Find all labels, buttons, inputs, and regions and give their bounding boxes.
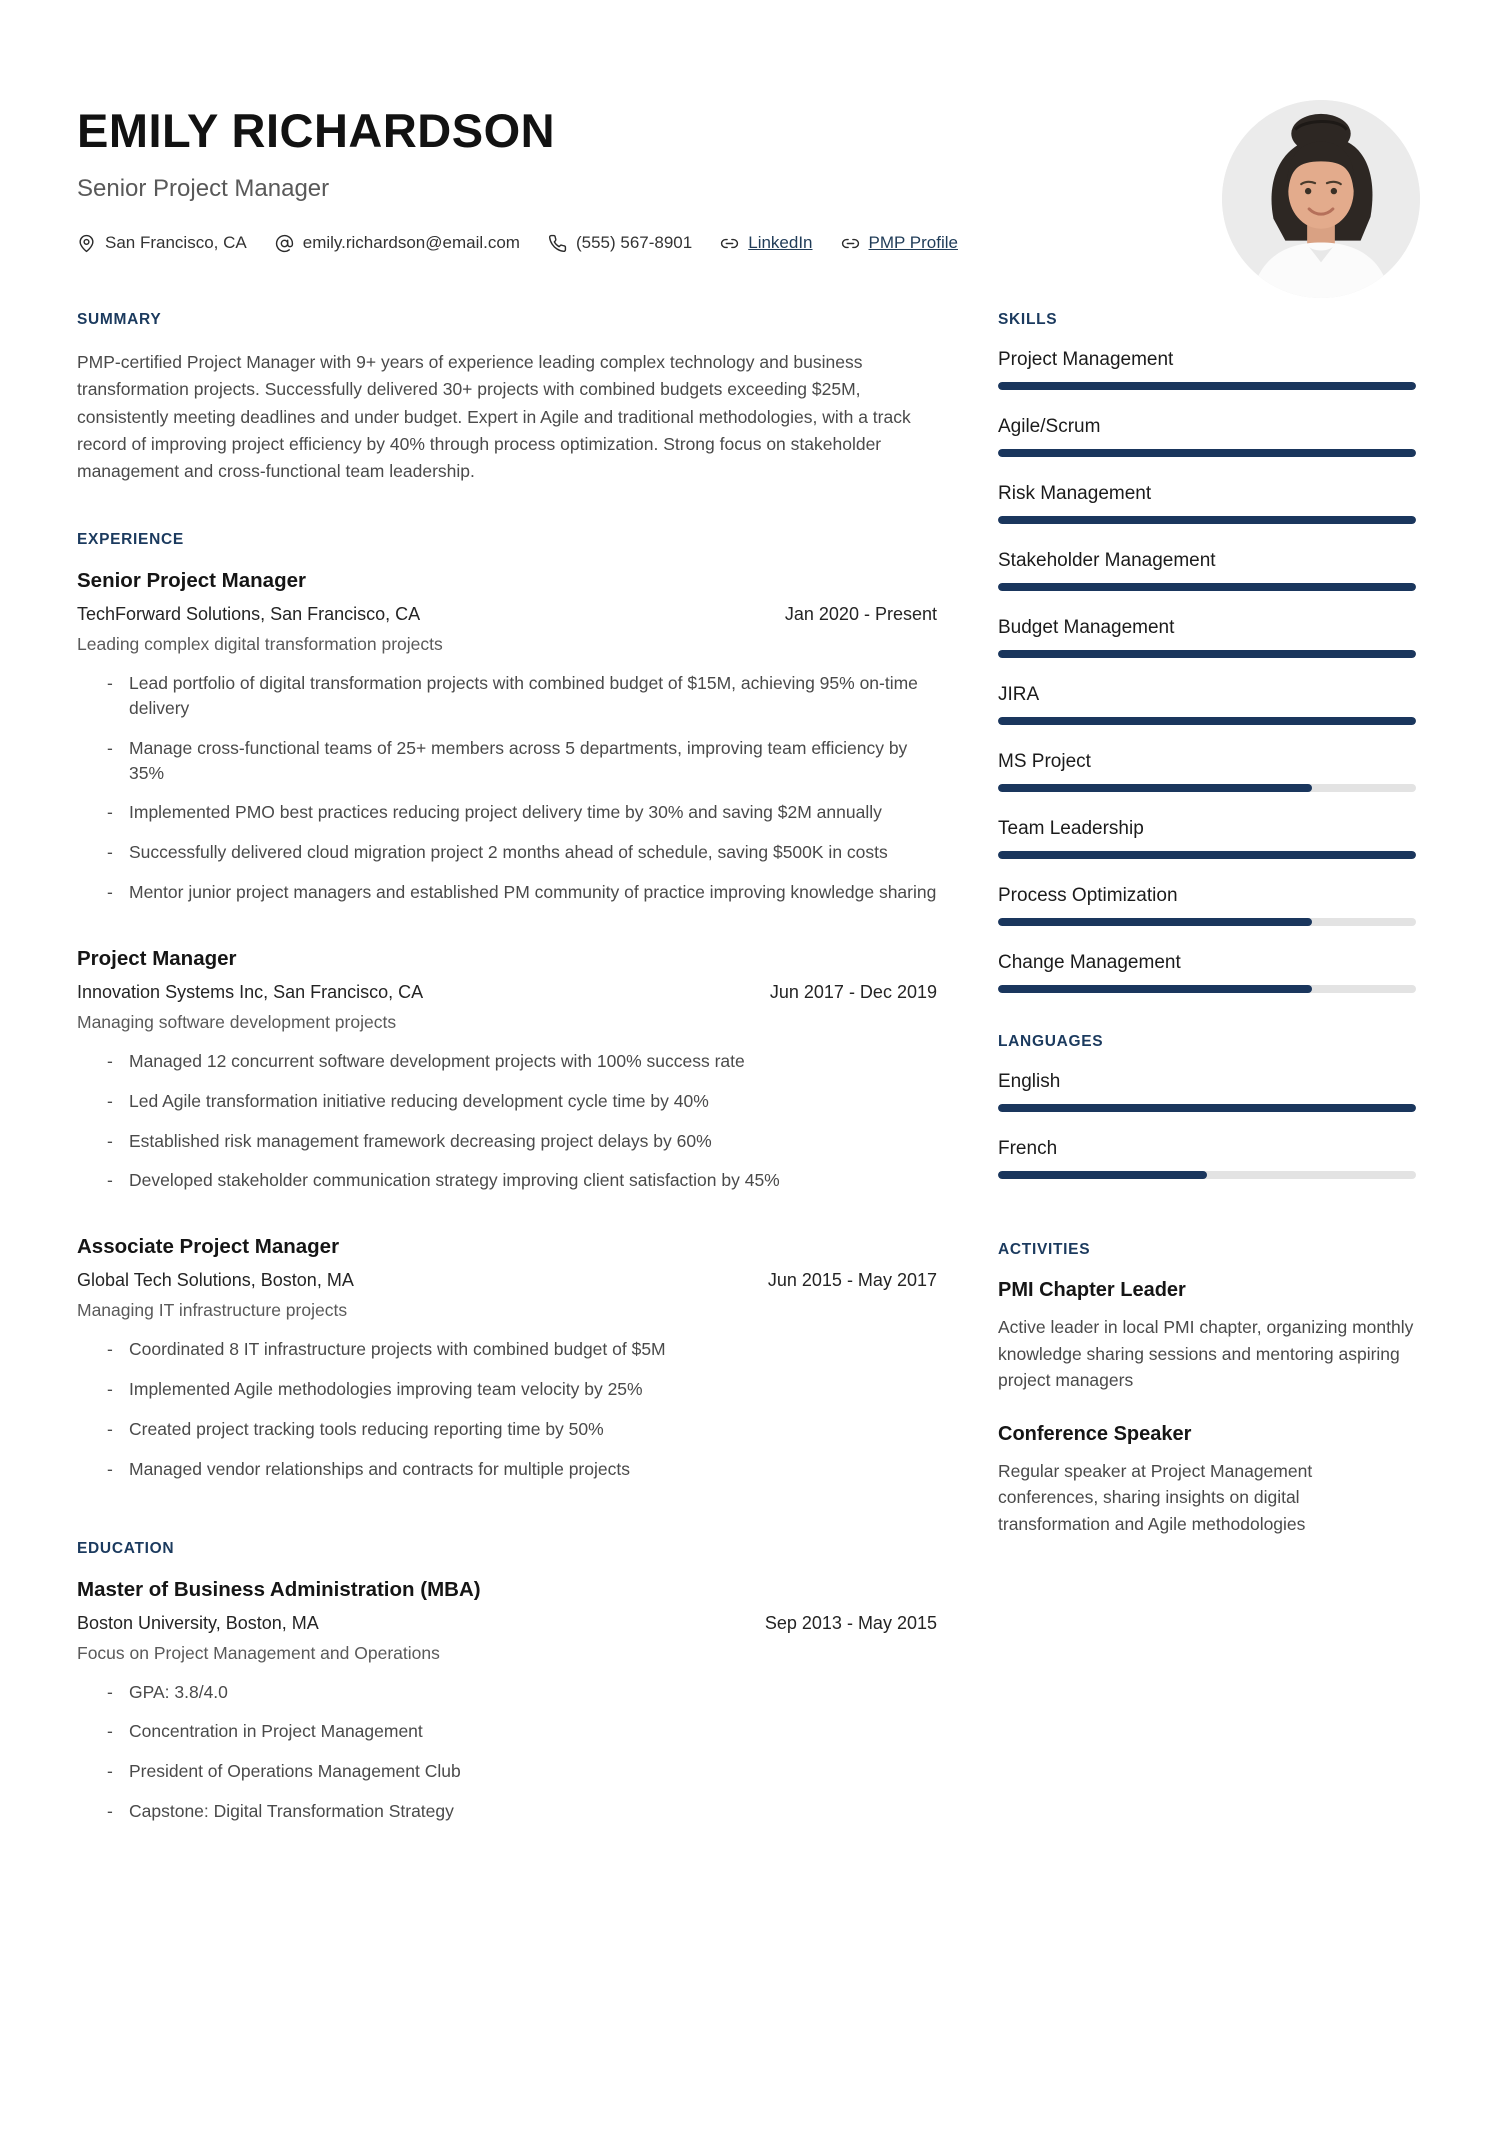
job-bullet: - Manage cross-functional teams of 25+ members across 5 departments, improving team efficiency by 35% xyxy=(107,736,937,786)
skill-item xyxy=(998,550,1416,591)
skill-bar-fill xyxy=(998,985,1312,993)
contact-linkedin xyxy=(720,233,812,253)
person-name: EMILY RICHARDSON xyxy=(77,104,556,157)
contact-phone-text: (555) 567-8901 xyxy=(575,233,693,253)
job-dates: Jun 2015 - May 2017 xyxy=(767,1270,937,1291)
skill-bar-track xyxy=(998,449,1416,457)
phone-icon xyxy=(548,234,567,253)
job-description: Managing software development projects xyxy=(77,1011,397,1032)
education-bullet: - GPA: 3.8/4.0 xyxy=(107,1680,937,1705)
skill-name: Risk Management xyxy=(998,483,1152,505)
language-bar-fill xyxy=(998,1171,1207,1179)
section-skills xyxy=(998,311,1416,993)
skill-bar-fill xyxy=(998,583,1416,591)
job-company: Global Tech Solutions, Boston, MA xyxy=(77,1270,354,1291)
skill-bar-fill xyxy=(998,449,1416,457)
skills-list xyxy=(998,349,1416,993)
job-bullet: - Successfully delivered cloud migration project 2 months ahead of schedule, saving $500K in costs xyxy=(107,840,937,865)
location-pin-icon xyxy=(77,234,96,253)
skill-bar-track xyxy=(998,516,1416,524)
skill-item xyxy=(998,617,1416,658)
education-meta-row xyxy=(77,1613,937,1634)
languages-list xyxy=(998,1071,1416,1179)
language-bar-track xyxy=(998,1104,1416,1112)
contact-pmp xyxy=(841,233,958,253)
skill-item xyxy=(998,952,1416,993)
skill-bar-fill xyxy=(998,784,1312,792)
job-bullet: - Mentor junior project managers and established PM community of practice improving knowledge sharing xyxy=(107,880,937,905)
job-bullet: - Coordinated 8 IT infrastructure projects with combined budget of $5M xyxy=(107,1337,937,1362)
language-item xyxy=(998,1071,1416,1112)
summary-text: PMP-certified Project Manager with 9+ years of experience leading complex technology and business transformation projects. Successfully delivered 30+ projects with combined budgets exceeding $25M, consistently meeting deadlines and under budget. Expert in Agile and traditional methodologies, with a track record of improving project efficiency by 40% through process optimization. Strong focus on stakeholder management and cross-functional team leadership. xyxy=(77,352,911,481)
skill-bar-track xyxy=(998,717,1416,725)
skill-item xyxy=(998,349,1416,390)
activity-name: Conference Speaker xyxy=(998,1423,1192,1446)
skill-name: Team Leadership xyxy=(998,818,1144,840)
job-bullet: - Lead portfolio of digital transformation projects with combined budget of $15M, achieving 95% on-time delivery xyxy=(107,671,937,721)
contact-phone xyxy=(548,233,692,253)
language-item xyxy=(998,1138,1416,1179)
summary-heading: SUMMARY xyxy=(77,311,162,329)
skill-item xyxy=(998,416,1416,457)
contact-location xyxy=(77,233,247,253)
skill-bar-fill xyxy=(998,717,1416,725)
job-bullet-list xyxy=(77,1049,937,1193)
skill-bar-track xyxy=(998,784,1416,792)
skills-heading: SKILLS xyxy=(998,311,1058,329)
job-bullet-list xyxy=(77,1337,937,1481)
job-title: Project Manager xyxy=(77,946,237,970)
skill-item xyxy=(998,885,1416,926)
pmp-profile-link[interactable]: PMP Profile xyxy=(868,233,958,253)
skill-item xyxy=(998,684,1416,725)
contact-email xyxy=(275,233,520,253)
at-sign-icon xyxy=(275,234,294,253)
job-bullet: - Implemented Agile methodologies improving team velocity by 25% xyxy=(107,1377,937,1402)
education-entry xyxy=(77,1578,937,1824)
job-meta-row xyxy=(77,982,937,1003)
degree-title: Master of Business Administration (MBA) xyxy=(77,1577,481,1601)
activity-text: Regular speaker at Project Management conferences, sharing insights on digital transformation and Agile methodologies xyxy=(998,1461,1313,1534)
skill-bar-fill xyxy=(998,382,1416,390)
skill-bar-track xyxy=(998,985,1416,993)
language-bar-track xyxy=(998,1171,1416,1179)
activity-name: PMI Chapter Leader xyxy=(998,1279,1186,1302)
skill-bar-fill xyxy=(998,918,1312,926)
profile-photo-illustration xyxy=(1222,100,1420,298)
person-job-title: Senior Project Manager xyxy=(77,175,330,203)
link-icon xyxy=(720,234,739,253)
experience-entry xyxy=(77,1235,937,1481)
job-bullet: - Implemented PMO best practices reducing project delivery time by 30% and saving $2M annually xyxy=(107,800,937,825)
skill-item xyxy=(998,818,1416,859)
education-list xyxy=(77,1578,937,1824)
education-bullet: - President of Operations Management Club xyxy=(107,1759,937,1784)
resume-body xyxy=(0,311,1510,1824)
section-activities xyxy=(998,1241,1416,1537)
job-dates: Jan 2020 - Present xyxy=(784,603,937,624)
skill-name: Project Management xyxy=(998,349,1174,371)
experience-list xyxy=(77,569,937,1482)
right-column xyxy=(998,311,1416,1824)
job-meta-row xyxy=(77,604,937,625)
skill-bar-track xyxy=(998,382,1416,390)
experience-heading: EXPERIENCE xyxy=(77,530,184,548)
skill-name: Budget Management xyxy=(998,617,1175,639)
activities-list xyxy=(998,1279,1416,1537)
linkedin-link[interactable]: LinkedIn xyxy=(748,233,813,253)
section-education xyxy=(77,1540,937,1824)
language-bar-fill xyxy=(998,1104,1416,1112)
job-title: Associate Project Manager xyxy=(77,1235,340,1259)
activity-item xyxy=(998,1423,1416,1537)
skill-bar-fill xyxy=(998,516,1416,524)
job-dates: Jun 2017 - Dec 2019 xyxy=(769,981,937,1002)
education-description: Focus on Project Management and Operations xyxy=(77,1642,440,1663)
job-bullet: - Led Agile transformation initiative reducing development cycle time by 40% xyxy=(107,1089,937,1114)
job-company: TechForward Solutions, San Francisco, CA xyxy=(77,603,421,624)
skill-bar-fill xyxy=(998,650,1416,658)
contact-location-text: San Francisco, CA xyxy=(105,233,247,253)
activity-text: Active leader in local PMI chapter, organizing monthly knowledge sharing sessions and mentoring aspiring project managers xyxy=(998,1317,1414,1390)
section-languages xyxy=(998,1033,1416,1179)
language-name: English xyxy=(998,1071,1061,1093)
education-bullet: - Concentration in Project Management xyxy=(107,1719,937,1744)
job-bullet: - Created project tracking tools reducing reporting time by 50% xyxy=(107,1417,937,1442)
languages-heading: LANGUAGES xyxy=(998,1033,1104,1051)
skill-name: Stakeholder Management xyxy=(998,550,1216,572)
experience-entry xyxy=(77,947,937,1193)
school-name: Boston University, Boston, MA xyxy=(77,1612,319,1633)
skill-bar-track xyxy=(998,918,1416,926)
skill-bar-track xyxy=(998,583,1416,591)
link-icon xyxy=(841,234,860,253)
skill-name: Agile/Scrum xyxy=(998,416,1101,438)
left-column xyxy=(77,311,937,1824)
job-bullet: - Established risk management framework decreasing project delays by 60% xyxy=(107,1129,937,1154)
skill-item xyxy=(998,483,1416,524)
activity-item xyxy=(998,1279,1416,1393)
contact-email-text: emily.richardson@email.com xyxy=(302,233,520,253)
skill-item xyxy=(998,751,1416,792)
job-bullet: - Managed vendor relationships and contracts for multiple projects xyxy=(107,1457,937,1482)
skill-bar-fill xyxy=(998,851,1416,859)
contact-row xyxy=(77,233,997,253)
job-bullet: - Managed 12 concurrent software development projects with 100% success rate xyxy=(107,1049,937,1074)
profile-photo xyxy=(1222,100,1420,298)
skill-bar-track xyxy=(998,650,1416,658)
activities-heading: ACTIVITIES xyxy=(998,1241,1091,1259)
job-title: Senior Project Manager xyxy=(77,568,306,592)
education-bullet: - Capstone: Digital Transformation Strategy xyxy=(107,1799,937,1824)
skill-name: Change Management xyxy=(998,952,1181,974)
job-meta-row xyxy=(77,1270,937,1291)
section-experience xyxy=(77,531,937,1482)
skill-name: MS Project xyxy=(998,751,1091,773)
skill-name: JIRA xyxy=(998,684,1040,706)
skill-name: Process Optimization xyxy=(998,885,1178,907)
job-description: Managing IT infrastructure projects xyxy=(77,1300,348,1321)
education-bullet-list xyxy=(77,1680,937,1824)
job-bullet: - Developed stakeholder communication strategy improving client satisfaction by 45% xyxy=(107,1168,937,1193)
resume-header xyxy=(0,0,1510,253)
skill-bar-track xyxy=(998,851,1416,859)
section-summary xyxy=(77,311,937,485)
job-bullet-list xyxy=(77,671,937,905)
language-name: French xyxy=(998,1138,1058,1160)
education-heading: EDUCATION xyxy=(77,1539,175,1557)
education-dates: Sep 2013 - May 2015 xyxy=(764,1612,937,1633)
job-company: Innovation Systems Inc, San Francisco, CA xyxy=(77,981,424,1002)
job-description: Leading complex digital transformation projects xyxy=(77,633,443,654)
experience-entry xyxy=(77,569,937,905)
